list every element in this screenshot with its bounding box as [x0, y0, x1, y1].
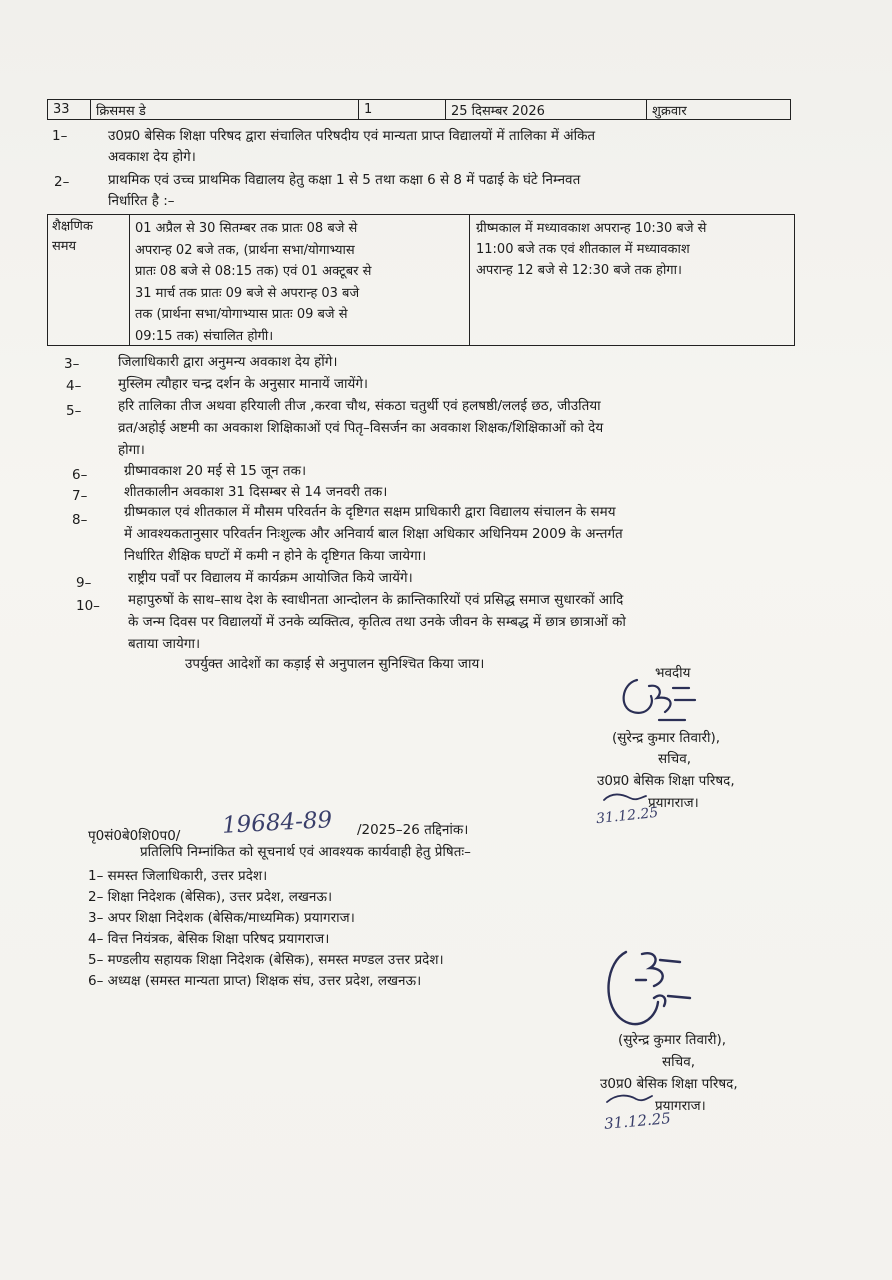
initials-1	[600, 790, 648, 806]
ref-prefix: पृ0सं0बे0शि0प0/	[88, 828, 181, 844]
greeting: भवदीय	[655, 665, 691, 681]
hours-interval-cell	[470, 215, 794, 345]
school-hours-table	[47, 214, 795, 346]
signature-1	[615, 668, 705, 730]
point-1-line-1: उ0प्र0 बेसिक शिक्षा परिषद द्वारा संचालित परिषदीय एवं मान्यता प्राप्त विद्यालयों में तालिका में अंकित	[108, 128, 596, 144]
signatory-name: (सुरेन्द्र कुमार तिवारी),	[618, 1032, 727, 1048]
point-number: 6–	[72, 467, 88, 483]
closing-line: उपर्युक्त आदेशों का कड़ाई से अनुपालन सुनिश्चित किया जाय।	[185, 656, 485, 672]
signatory-title: सचिव,	[658, 751, 691, 767]
point-2-line-1: प्राथमिक एवं उच्च प्राथमिक विद्यालय हेतु कक्षा 1 से 5 तथा कक्षा 6 से 8 में पढाई के घंटे निम्नवत	[108, 172, 581, 188]
holiday-serial: 33	[48, 100, 91, 120]
point-10-line-3: बताया जायेगा।	[128, 636, 201, 652]
hours-label-line: शैक्षणिक	[52, 219, 93, 234]
timing-line: 01 अप्रैल से 30 सितम्बर तक प्रातः 08 बजे से	[135, 221, 358, 236]
signature-2	[598, 940, 708, 1040]
point-number: 1–	[52, 128, 68, 144]
recipient-item: 3– अपर शिक्षा निदेशक (बेसिक/माध्यमिक) प्रयागराज।	[88, 910, 355, 926]
signatory-title: सचिव,	[662, 1054, 695, 1070]
point-7-line-1: शीतकालीन अवकाश 31 दिसम्बर से 14 जनवरी तक।	[124, 484, 388, 500]
point-1-line-2: अवकाश देय होगे।	[108, 149, 196, 165]
signatory-office: उ0प्र0 बेसिक शिक्षा परिषद,	[597, 773, 735, 789]
signatory-place: प्रयागराज।	[655, 1098, 706, 1114]
point-10-line-1: महापुरुषों के साथ–साथ देश के स्वाधीनता आन्दोलन के क्रान्तिकारियों एवं प्रसिद्ध समाज सुधारकों आदि	[128, 592, 624, 608]
interval-line: ग्रीष्मकाल में मध्यावकाश अपरान्ह 10:30 बजे से	[476, 221, 707, 236]
hours-label-cell	[48, 215, 130, 345]
signatory-name: (सुरेन्द्र कुमार तिवारी),	[612, 730, 721, 746]
point-number: 3–	[64, 356, 80, 372]
point-8-line-3: निर्धारित शैक्षिक घण्टों में कमी न होने के दृष्टिगत किया जायेगा।	[124, 548, 427, 564]
recipient-item: 4– वित्त नियंत्रक, बेसिक शिक्षा परिषद प्रयागराज।	[88, 931, 330, 947]
point-number: 4–	[66, 378, 82, 394]
point-8-line-1: ग्रीष्मकाल एवं शीतकाल में मौसम परिवर्तन के दृष्टिगत सक्षम प्राधिकारी द्वारा विद्यालय संचालन के समय	[124, 504, 616, 520]
copy-intro: प्रतिलिपि निम्नांकित को सूचनार्थ एवं आवश्यक कार्यवाही हेतु प्रेषितः–	[140, 844, 471, 860]
interval-line: 11:00 बजे तक एवं शीतकाल में मध्यावकाश	[476, 242, 690, 257]
recipient-item: 1– समस्त जिलाधिकारी, उत्तर प्रदेश।	[88, 868, 268, 884]
point-number: 2–	[54, 174, 70, 190]
timing-line: तक (प्रार्थना सभा/योगाभ्यास प्रातः 09 बजे से	[135, 307, 348, 322]
signatory-place: प्रयागराज।	[648, 795, 699, 811]
holiday-date: 25 दिसम्बर 2026	[446, 100, 647, 120]
point-6-line-1: ग्रीष्मावकाश 20 मई से 15 जून तक।	[124, 463, 307, 479]
initials-2	[604, 1090, 654, 1108]
recipient-item: 6– अध्यक्ष (समस्त मान्यता प्राप्त) शिक्षक संघ, उत्तर प्रदेश, लखनऊ।	[88, 973, 422, 989]
point-8-line-2: में आवश्यकतानुसार परिवर्तन निःशुल्क और अनिवार्य बाल शिक्षा अधिकार अधिनियम 2009 के अन्तर्गत	[124, 526, 623, 542]
point-3-line-1: जिलाधिकारी द्वारा अनुमन्य अवकाश देय होंगे।	[118, 354, 338, 370]
timing-line: 31 मार्च तक प्रातः 09 बजे से अपरान्ह 03 बजे	[135, 285, 360, 301]
timing-line: 09:15 तक) संचालित होगी।	[135, 328, 274, 344]
point-5-line-3: होगा।	[118, 442, 145, 458]
point-number: 7–	[72, 488, 88, 504]
point-5-line-2: व्रत/अहोई अष्टमी का अवकाश शिक्षिकाओं एवं पितृ–विसर्जन का अवकाश शिक्षक/शिक्षिकाओं को देय	[118, 420, 604, 436]
point-2-line-2: निर्धारित है :–	[108, 193, 175, 209]
hours-timing-cell	[130, 215, 470, 345]
point-4-line-1: मुस्लिम त्यौहार चन्द्र दर्शन के अनुसार मानायें जायेंगे।	[118, 376, 369, 392]
timing-line: अपरान्ह 02 बजे तक, (प्रार्थना सभा/योगाभ्यास	[135, 242, 355, 258]
point-10-line-2: के जन्म दिवस पर विद्यालयों में उनके व्यक्तित्व, कृतित्व तथा उनके जीवन के सम्बद्ध में छात्र छात्राओं को	[128, 614, 626, 630]
ref-number-handwritten: 19684-89	[221, 807, 333, 839]
interval-line: अपरान्ह 12 बजे से 12:30 बजे तक होगा।	[476, 263, 682, 278]
point-number: 10–	[76, 598, 100, 614]
recipient-item: 2– शिक्षा निदेशक (बेसिक), उत्तर प्रदेश, लखनऊ।	[88, 889, 333, 905]
point-9-line-1: राष्ट्रीय पर्वों पर विद्यालय में कार्यक्रम आयोजित किये जायेंगे।	[128, 570, 413, 586]
holiday-table	[47, 99, 791, 120]
point-number: 8–	[72, 512, 88, 528]
point-5-line-1: हरि तालिका तीज अथवा हरियाली तीज ,करवा चौथ, संकठा चतुर्थी एवं हलषष्ठी/ललई छठ, जीउतिया	[118, 398, 601, 414]
holiday-days: 1	[359, 100, 446, 120]
handwritten-date: 31.12.25	[595, 804, 660, 828]
holiday-name: क्रिसमस डे	[91, 100, 359, 120]
table-row	[48, 100, 791, 120]
recipient-item: 5– मण्डलीय सहायक शिक्षा निदेशक (बेसिक), समस्त मण्डल उत्तर प्रदेश।	[88, 952, 444, 968]
ref-suffix: /2025–26 तद्दिनांक।	[357, 822, 469, 838]
point-number: 9–	[76, 575, 92, 591]
timing-line: प्रातः 08 बजे से 08:15 तक) एवं 01 अक्टूबर से	[135, 264, 372, 279]
holiday-weekday: शुक्रवार	[647, 100, 791, 120]
point-number: 5–	[66, 403, 82, 419]
signatory-office: उ0प्र0 बेसिक शिक्षा परिषद,	[600, 1076, 738, 1092]
handwritten-date: 31.12.25	[603, 1109, 672, 1133]
hours-label-line: समय	[52, 239, 77, 254]
